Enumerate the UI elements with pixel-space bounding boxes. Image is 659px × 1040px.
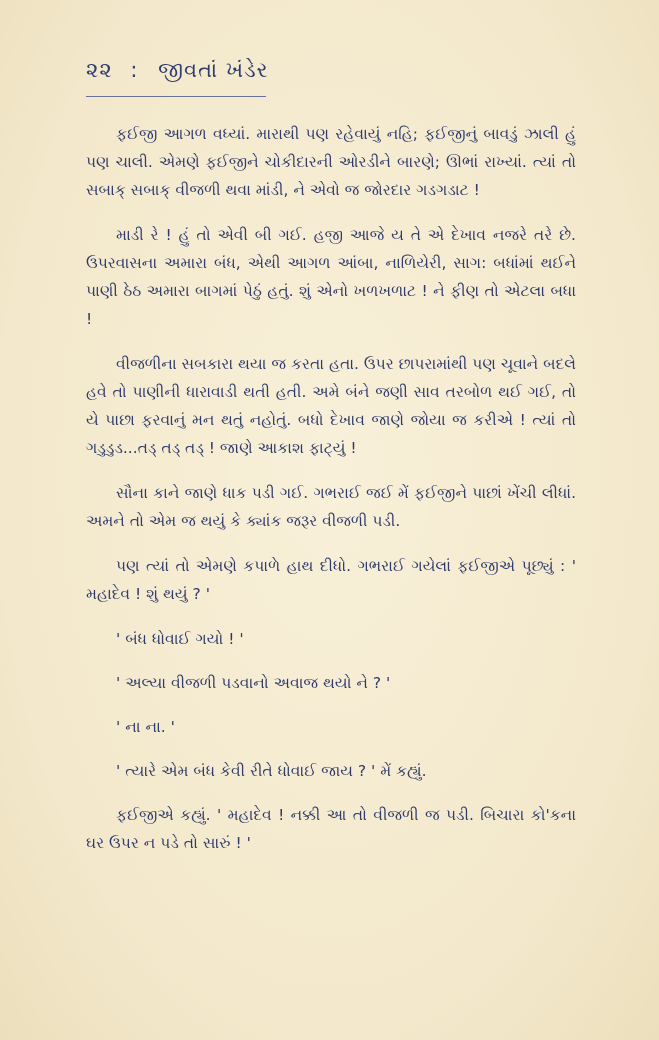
book-title: જીવતાં ખંડેર bbox=[158, 58, 269, 82]
dialogue-line: ' ના ના. ' bbox=[116, 718, 175, 736]
paragraph: સૌના કાને જાણે ધાક પડી ગઈ. ગભરાઈ જઈ મેં ફઈજીને પાછાં ખેંચી લીધાં. અમને તો એમ જ થયું કે ક્યાંક જરૂર વીજળી પડી. bbox=[86, 484, 576, 530]
header-separator: : bbox=[130, 58, 139, 82]
paragraph: ફઈજીએ કહ્યું. ' મહાદેવ ! નક્કી આ તો વીજળી જ પડી. બિચારા કો'કના ઘર ઉપર ન પડે તો સારું ! ' bbox=[86, 806, 576, 852]
page-header bbox=[86, 58, 269, 83]
dialogue-line: ' અલ્યા વીજળી પડવાનો અવાજ થયો ને ? ' bbox=[116, 674, 391, 692]
header-underline bbox=[86, 96, 266, 97]
paragraph: પણ ત્યાં તો એમણે કપાળે હાથ દીધો. ગભરાઈ ગયેલાં ફઈજીએ પૂછ્યું : ' મહાદેવ ! શું થયું ? ' bbox=[86, 557, 576, 603]
page-body bbox=[86, 120, 576, 874]
dialogue-line: ' બંધ ધોવાઈ ગયો ! ' bbox=[116, 630, 244, 648]
paragraph: ફઈજી આગળ વધ્યાં. મારાથી પણ રહેવાયું નહિ; ફઈજીનું બાવડું ઝાલી હું પણ ચાલી. એમણે ફઈજીને ચોકીદારની ઓરડીને બારણે; ઊભાં રાખ્યાં. ત્યાં તો સબાક્ સબાક્ વીજળી થવા માંડી, ને એવો જ જોરદાર ગડગડાટ ! bbox=[86, 125, 576, 199]
paragraph: વીજળીના સબકારા થયા જ કરતા હતા. ઉપર છાપરામાંથી પણ ચૂવાને બદલે હવે તો પાણીની ધારાવાડી થતી હતી. અમે બંને જણી સાવ તરબોળ થઈ ગઈ, તો યે પાછા ફરવાનું મન થતું નહોતું. બધો દેખાવ જાણે જોયા જ કરીએ ! ત્યાં તો ગડુડુડ...તડ્ તડ્ તડ્ ! જાણે આકાશ ફાટ્યું ! bbox=[86, 355, 576, 457]
page-number: ૨૨ bbox=[86, 58, 113, 82]
paragraph: માડી રે ! હું તો એવી બી ગઈ. હજી આજે ય તે એ દેખાવ નજરે તરે છે. ઉપરવાસના અમારા બંધ, એથી આગળ આંબા, નાળિયેરી, સાગ: બધાંમાં થઈને પાણી ઠેઠ અમારા બાગમાં પેઠું હતું. શું એનો ખળખળાટ ! ને ફીણ તો એટલા બધા ! bbox=[86, 226, 576, 328]
dialogue-line: ' ત્યારે એમ બંધ કેવી રીતે ધોવાઈ જાય ? ' મેં કહ્યું. bbox=[116, 762, 427, 780]
